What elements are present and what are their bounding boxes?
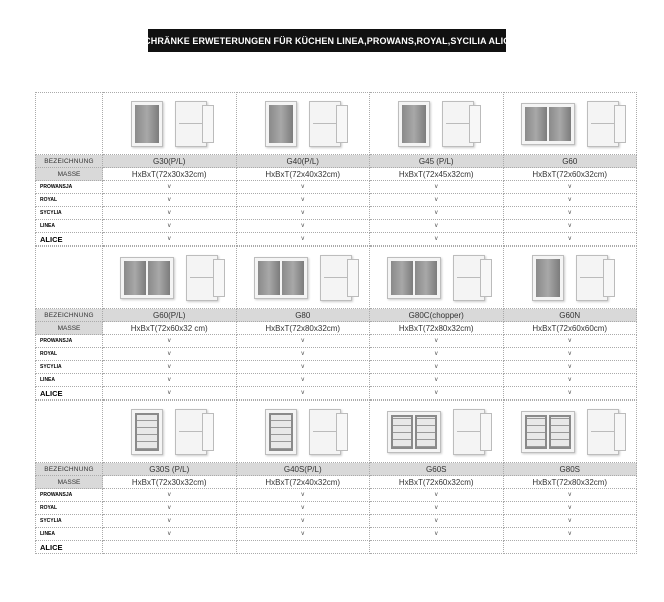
availability-mark: v [103, 387, 237, 400]
brand-row-sycylia [35, 361, 637, 374]
availability-mark: v [237, 374, 371, 387]
glass-cabinet-double-icon [521, 411, 575, 453]
product-dims: HxBxT(72x60x32cm) [370, 476, 504, 489]
brand-label: SYCYLIA [35, 515, 103, 528]
product-name: G60 [504, 155, 638, 168]
availability-mark: v [504, 233, 638, 246]
product-name: G60N [504, 309, 638, 322]
availability-mark: v [504, 528, 638, 541]
brand-row-linea [35, 528, 637, 541]
product-image-g80c [370, 246, 504, 309]
cabinet-open-icon [186, 255, 218, 301]
availability-mark: v [103, 528, 237, 541]
cabinet-closed-icon [131, 101, 163, 147]
masse-label: MASSE [35, 476, 103, 489]
product-block-2 [35, 246, 637, 400]
availability-mark: v [237, 528, 371, 541]
name-row [35, 309, 637, 322]
cabinet-closed-icon [532, 255, 564, 301]
cabinet-open-icon [175, 409, 207, 455]
brand-row-sycylia [35, 207, 637, 220]
availability-mark: v [237, 348, 371, 361]
brand-label: ALICE [35, 387, 103, 400]
availability-mark: v [370, 387, 504, 400]
availability-mark: v [103, 361, 237, 374]
name-row [35, 155, 637, 168]
availability-mark: v [103, 335, 237, 348]
availability-mark: v [504, 220, 638, 233]
brand-label: PROWANSJA [35, 181, 103, 194]
availability-mark: v [237, 489, 371, 502]
brand-row-sycylia [35, 515, 637, 528]
brand-label: PROWANSJA [35, 335, 103, 348]
product-name: G45 (P/L) [370, 155, 504, 168]
product-dims: HxBxT(72x30x32cm) [103, 476, 237, 489]
product-name: G80 [237, 309, 371, 322]
brand-row-alice [35, 233, 637, 246]
glass-cabinet-icon [131, 409, 163, 455]
dims-row [35, 322, 637, 335]
availability-mark: v [504, 515, 638, 528]
product-dims: HxBxT(72x40x32cm) [237, 168, 371, 181]
masse-label: MASSE [35, 168, 103, 181]
image-row [35, 400, 637, 463]
brand-row-prowansja [35, 489, 637, 502]
brand-label: ROYAL [35, 348, 103, 361]
cabinet-closed-icon [265, 101, 297, 147]
cabinet-open-icon [587, 409, 619, 455]
availability-mark: v [370, 489, 504, 502]
cabinet-double-icon [521, 103, 575, 145]
glass-cabinet-double-icon [387, 411, 441, 453]
name-row [35, 463, 637, 476]
availability-mark: v [504, 502, 638, 515]
availability-mark: v [504, 387, 638, 400]
dims-row [35, 476, 637, 489]
brand-row-prowansja [35, 181, 637, 194]
cabinet-double-icon [254, 257, 308, 299]
brand-row-alice [35, 387, 637, 400]
availability-mark: v [237, 515, 371, 528]
product-name: G80C(chopper) [370, 309, 504, 322]
product-image-g60s [370, 400, 504, 463]
availability-mark: v [237, 233, 371, 246]
availability-mark: v [370, 233, 504, 246]
availability-mark: v [103, 502, 237, 515]
availability-mark: v [370, 335, 504, 348]
product-dims: HxBxT(72x60x32cm) [504, 168, 638, 181]
product-dims: HxBxT(72x30x32cm) [103, 168, 237, 181]
brand-label: ROYAL [35, 194, 103, 207]
product-image-g40s [237, 400, 371, 463]
product-image-g60pl [103, 246, 237, 309]
product-name: G40(P/L) [237, 155, 371, 168]
product-table [35, 92, 637, 554]
brand-label: SYCYLIA [35, 207, 103, 220]
availability-mark: v [370, 220, 504, 233]
availability-mark: v [370, 528, 504, 541]
brand-label: ALICE [35, 541, 103, 554]
cabinet-open-icon [320, 255, 352, 301]
product-name: G60S [370, 463, 504, 476]
availability-mark: v [103, 348, 237, 361]
product-block-1 [35, 92, 637, 246]
availability-mark: v [237, 335, 371, 348]
product-dims: HxBxT(72x45x32cm) [370, 168, 504, 181]
availability-mark: v [237, 220, 371, 233]
product-dims: HxBxT(72x80x32cm) [370, 322, 504, 335]
product-image-g45 [370, 92, 504, 155]
brand-row-royal [35, 502, 637, 515]
product-name: G60(P/L) [103, 309, 237, 322]
availability-mark: v [370, 361, 504, 374]
product-image-g80s [504, 400, 638, 463]
product-image-g60n [504, 246, 638, 309]
availability-mark [504, 541, 638, 554]
availability-mark: v [370, 515, 504, 528]
cabinet-open-icon [442, 101, 474, 147]
product-dims: HxBxT(72x60x32 cm) [103, 322, 237, 335]
availability-mark: v [504, 181, 638, 194]
brand-row-linea [35, 374, 637, 387]
product-name: G30(P/L) [103, 155, 237, 168]
cabinet-open-icon [175, 101, 207, 147]
brand-row-alice [35, 541, 637, 554]
availability-mark: v [103, 220, 237, 233]
availability-mark: v [237, 361, 371, 374]
availability-mark [103, 541, 237, 554]
cabinet-open-icon [587, 101, 619, 147]
availability-mark: v [237, 194, 371, 207]
cabinet-open-icon [309, 409, 341, 455]
product-image-g30s [103, 400, 237, 463]
cabinet-double-icon [120, 257, 174, 299]
availability-mark: v [103, 207, 237, 220]
availability-mark: v [237, 207, 371, 220]
brand-row-royal [35, 348, 637, 361]
availability-mark: v [237, 181, 371, 194]
image-label-cell [35, 400, 103, 463]
availability-mark: v [504, 207, 638, 220]
dims-row [35, 168, 637, 181]
cabinet-open-icon [576, 255, 608, 301]
image-row [35, 92, 637, 155]
availability-mark: v [237, 502, 371, 515]
product-name: G40S(P/L) [237, 463, 371, 476]
availability-mark: v [103, 489, 237, 502]
product-image-g60 [504, 92, 638, 155]
image-label-cell [35, 246, 103, 309]
product-image-g30 [103, 92, 237, 155]
availability-mark: v [504, 194, 638, 207]
availability-mark: v [504, 374, 638, 387]
brand-row-linea [35, 220, 637, 233]
product-image-g80 [237, 246, 371, 309]
brand-label: PROWANSJA [35, 489, 103, 502]
availability-mark: v [103, 374, 237, 387]
glass-cabinet-icon [265, 409, 297, 455]
cabinet-open-icon [309, 101, 341, 147]
product-name: G30S (P/L) [103, 463, 237, 476]
availability-mark: v [504, 348, 638, 361]
product-dims: HxBxT(72x40x32cm) [237, 476, 371, 489]
brand-row-royal [35, 194, 637, 207]
brand-label: LINEA [35, 374, 103, 387]
image-label-cell [35, 92, 103, 155]
availability-mark: v [103, 181, 237, 194]
cabinet-double-icon [387, 257, 441, 299]
brand-row-prowansja [35, 335, 637, 348]
availability-mark: v [370, 374, 504, 387]
product-block-3 [35, 400, 637, 554]
cabinet-open-icon [453, 255, 485, 301]
masse-label: MASSE [35, 322, 103, 335]
brand-label: ALICE [35, 233, 103, 246]
brand-label: ROYAL [35, 502, 103, 515]
availability-mark: v [237, 387, 371, 400]
brand-label: SYCYLIA [35, 361, 103, 374]
availability-mark: v [103, 233, 237, 246]
image-row [35, 246, 637, 309]
availability-mark: v [370, 181, 504, 194]
brand-label: LINEA [35, 220, 103, 233]
availability-mark: v [504, 489, 638, 502]
product-dims: HxBxT(72x80x32cm) [504, 476, 638, 489]
product-dims: HxBxT(72x60x60cm) [504, 322, 638, 335]
product-image-g40 [237, 92, 371, 155]
availability-mark [370, 541, 504, 554]
page-title: SCHRÄNKE ERWETERUNGEN FÜR KÜCHEN LINEA,PROWANS,ROYAL,SYCILIA ALICE [148, 29, 506, 52]
cabinet-open-icon [453, 409, 485, 455]
availability-mark: v [370, 207, 504, 220]
product-name: G80S [504, 463, 638, 476]
availability-mark: v [370, 502, 504, 515]
availability-mark: v [504, 361, 638, 374]
cabinet-closed-icon [398, 101, 430, 147]
brand-label: LINEA [35, 528, 103, 541]
availability-mark: v [103, 515, 237, 528]
bezeichnung-label: BEZEICHNUNG [35, 155, 103, 168]
availability-mark [237, 541, 371, 554]
product-dims: HxBxT(72x80x32cm) [237, 322, 371, 335]
availability-mark: v [103, 194, 237, 207]
bezeichnung-label: BEZEICHNUNG [35, 463, 103, 476]
availability-mark: v [370, 194, 504, 207]
availability-mark: v [370, 348, 504, 361]
bezeichnung-label: BEZEICHNUNG [35, 309, 103, 322]
availability-mark: v [504, 335, 638, 348]
